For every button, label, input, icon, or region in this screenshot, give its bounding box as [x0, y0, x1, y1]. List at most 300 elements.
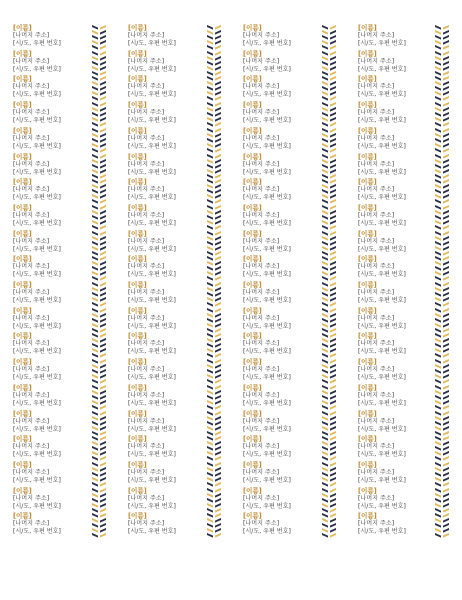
label-name: [이름]	[128, 306, 147, 315]
label-city-zip: [시/도, 우편 번호]	[243, 502, 291, 510]
label-address: [나머지 주소]	[243, 160, 280, 168]
chevron-strip-icon	[205, 384, 223, 410]
label-address: [나머지 주소]	[358, 211, 395, 219]
chevron-strip-icon	[320, 461, 338, 487]
label-address: [나머지 주소]	[128, 186, 165, 194]
chevron-strip-icon	[320, 512, 338, 538]
label-address: [나머지 주소]	[128, 494, 165, 502]
label-city-zip: [시/도, 우편 번호]	[13, 245, 61, 253]
label-name: [이름]	[243, 409, 262, 418]
label-name: [이름]	[13, 24, 32, 32]
label-name: [이름]	[13, 178, 32, 187]
label-name: [이름]	[128, 255, 147, 264]
label-address: [나머지 주소]	[13, 109, 50, 117]
label-name: [이름]	[243, 101, 262, 110]
label-city-zip: [시/도, 우편 번호]	[13, 117, 61, 125]
chevron-strip-icon	[90, 50, 108, 76]
label-city-zip: [시/도, 우편 번호]	[128, 451, 176, 459]
label-city-zip: [시/도, 우편 번호]	[243, 168, 291, 176]
label-address: [나머지 주소]	[243, 468, 280, 476]
label-address: [나머지 주소]	[358, 57, 395, 65]
label-name: [이름]	[243, 306, 262, 315]
label-address: [나머지 주소]	[358, 109, 395, 117]
chevron-strip-icon	[205, 307, 223, 333]
label-name: [이름]	[243, 255, 262, 264]
label-city-zip: [시/도, 우편 번호]	[243, 271, 291, 279]
label-city-zip: [시/도, 우편 번호]	[358, 451, 406, 459]
chevron-strip-icon	[90, 281, 108, 307]
label-city-zip: [시/도, 우편 번호]	[358, 425, 406, 433]
chevron-strip-icon	[320, 50, 338, 76]
label-name: [이름]	[243, 460, 262, 469]
label-address: [나머지 주소]	[358, 340, 395, 348]
chevron-strip-icon	[433, 127, 451, 153]
label-address: [나머지 주소]	[243, 314, 280, 322]
label-name: [이름]	[13, 229, 32, 238]
label-name: [이름]	[358, 178, 377, 187]
label-name: [이름]	[243, 203, 262, 212]
label-address: [나머지 주소]	[243, 32, 280, 39]
label-city-zip: [시/도, 우편 번호]	[13, 168, 61, 176]
label-address: [나머지 주소]	[128, 289, 165, 296]
label-address: [나머지 주소]	[128, 443, 165, 451]
label-city-zip: [시/도, 우편 번호]	[243, 297, 291, 304]
chevron-strip-icon	[205, 281, 223, 307]
label-name: [이름]	[128, 24, 147, 32]
label-city-zip: [시/도, 우편 번호]	[128, 219, 176, 227]
label-name: [이름]	[358, 203, 377, 212]
label-name: [이름]	[243, 152, 262, 161]
label-address: [나머지 주소]	[13, 237, 50, 245]
label-city-zip: [시/도, 우편 번호]	[128, 476, 176, 484]
label-city-zip: [시/도, 우편 번호]	[358, 40, 406, 47]
label-city-zip: [시/도, 우편 번호]	[13, 348, 61, 356]
label-city-zip: [시/도, 우편 번호]	[13, 91, 61, 99]
label-city-zip: [시/도, 우편 번호]	[243, 219, 291, 227]
chevron-strip-icon	[90, 487, 108, 513]
label-city-zip: [시/도, 우편 번호]	[243, 374, 291, 382]
label-address: [나머지 주소]	[128, 211, 165, 219]
label-address: [나머지 주소]	[128, 237, 165, 245]
label-city-zip: [시/도, 우편 번호]	[358, 194, 406, 202]
label-address: [나머지 주소]	[243, 289, 280, 296]
label-city-zip: [시/도, 우편 번호]	[13, 476, 61, 484]
chevron-strip-icon	[320, 384, 338, 410]
label-name: [이름]	[358, 281, 377, 289]
label-name: [이름]	[358, 255, 377, 264]
label-city-zip: [시/도, 우편 번호]	[243, 451, 291, 459]
label-address: [나머지 주소]	[13, 314, 50, 322]
label-address: [나머지 주소]	[128, 468, 165, 476]
label-city-zip: [시/도, 우편 번호]	[128, 528, 176, 536]
label-city-zip: [시/도, 우편 번호]	[128, 168, 176, 176]
label-address: [나머지 주소]	[358, 314, 395, 322]
label-city-zip: [시/도, 우편 번호]	[128, 425, 176, 433]
label-name: [이름]	[13, 306, 32, 315]
chevron-strip-icon	[433, 178, 451, 204]
label-address: [나머지 주소]	[13, 211, 50, 219]
label-address: [나머지 주소]	[13, 263, 50, 271]
label-city-zip: [시/도, 우편 번호]	[13, 65, 61, 73]
chevron-strip-icon	[433, 487, 451, 513]
label-city-zip: [시/도, 우편 번호]	[358, 65, 406, 73]
chevron-strip-icon	[433, 512, 451, 538]
label-city-zip: [시/도, 우편 번호]	[13, 322, 61, 330]
chevron-strip-icon	[320, 24, 338, 50]
chevron-strip-icon	[205, 24, 223, 50]
label-name: [이름]	[13, 383, 32, 392]
chevron-strip-icon	[90, 435, 108, 461]
chevron-strip-icon	[320, 410, 338, 436]
chevron-strip-icon	[205, 487, 223, 513]
label-address: [나머지 주소]	[243, 83, 280, 91]
label-address: [나머지 주소]	[13, 134, 50, 142]
label-name: [이름]	[13, 203, 32, 212]
label-address: [나머지 주소]	[358, 520, 395, 528]
label-city-zip: [시/도, 우편 번호]	[13, 142, 61, 150]
label-address: [나머지 주소]	[13, 32, 50, 39]
label-address: [나머지 주소]	[243, 520, 280, 528]
label-name: [이름]	[358, 306, 377, 315]
label-address: [나머지 주소]	[358, 366, 395, 374]
label-city-zip: [시/도, 우편 번호]	[128, 40, 176, 47]
label-address: [나머지 주소]	[358, 494, 395, 502]
chevron-strip-icon	[90, 461, 108, 487]
label-city-zip: [시/도, 우편 번호]	[358, 476, 406, 484]
label-address: [나머지 주소]	[128, 109, 165, 117]
chevron-strip-icon	[90, 101, 108, 127]
label-city-zip: [시/도, 우편 번호]	[128, 297, 176, 304]
label-name: [이름]	[128, 435, 147, 444]
label-city-zip: [시/도, 우편 번호]	[128, 117, 176, 125]
label-name: [이름]	[358, 75, 377, 84]
label-city-zip: [시/도, 우편 번호]	[358, 142, 406, 150]
label-name: [이름]	[13, 486, 32, 495]
label-address: [나머지 주소]	[243, 211, 280, 219]
label-city-zip: [시/도, 우편 번호]	[243, 142, 291, 150]
label-name: [이름]	[358, 126, 377, 135]
label-address: [나머지 주소]	[13, 57, 50, 65]
label-city-zip: [시/도, 우편 번호]	[128, 65, 176, 73]
label-city-zip: [시/도, 우편 번호]	[358, 502, 406, 510]
label-address: [나머지 주소]	[13, 391, 50, 399]
chevron-strip-icon	[433, 230, 451, 256]
label-city-zip: [시/도, 우편 번호]	[13, 502, 61, 510]
label-address: [나머지 주소]	[128, 366, 165, 374]
label-city-zip: [시/도, 우편 번호]	[128, 142, 176, 150]
label-name: [이름]	[358, 460, 377, 469]
label-name: [이름]	[13, 512, 32, 521]
chevron-strip-icon	[90, 178, 108, 204]
chevron-strip-icon	[205, 410, 223, 436]
label-city-zip: [시/도, 우편 번호]	[358, 117, 406, 125]
label-address: [나머지 주소]	[358, 237, 395, 245]
label-address: [나머지 주소]	[128, 83, 165, 91]
chevron-strip-icon	[320, 204, 338, 230]
label-address: [나머지 주소]	[243, 186, 280, 194]
label-address: [나머지 주소]	[358, 468, 395, 476]
label-city-zip: [시/도, 우편 번호]	[243, 117, 291, 125]
label-name: [이름]	[128, 281, 147, 289]
chevron-strip-icon	[90, 127, 108, 153]
label-name: [이름]	[243, 229, 262, 238]
label-name: [이름]	[13, 152, 32, 161]
label-city-zip: [시/도, 우편 번호]	[128, 399, 176, 407]
chevron-strip-icon	[205, 512, 223, 538]
label-name: [이름]	[243, 281, 262, 289]
label-name: [이름]	[358, 358, 377, 367]
label-city-zip: [시/도, 우편 번호]	[128, 245, 176, 253]
label-city-zip: [시/도, 우편 번호]	[243, 425, 291, 433]
label-address: [나머지 주소]	[243, 494, 280, 502]
label-city-zip: [시/도, 우편 번호]	[13, 425, 61, 433]
chevron-strip-icon	[205, 101, 223, 127]
chevron-strip-icon	[90, 410, 108, 436]
label-address: [나머지 주소]	[128, 134, 165, 142]
label-name: [이름]	[243, 486, 262, 495]
label-address: [나머지 주소]	[128, 160, 165, 168]
chevron-strip-icon	[320, 101, 338, 127]
label-name: [이름]	[358, 101, 377, 110]
label-address: [나머지 주소]	[358, 134, 395, 142]
chevron-strip-icon	[433, 332, 451, 358]
label-address: [나머지 주소]	[243, 391, 280, 399]
label-name: [이름]	[128, 152, 147, 161]
label-name: [이름]	[13, 435, 32, 444]
label-name: [이름]	[243, 512, 262, 521]
chevron-strip-icon	[90, 24, 108, 50]
chevron-strip-icon	[433, 50, 451, 76]
label-name: [이름]	[358, 512, 377, 521]
label-address: [나머지 주소]	[13, 443, 50, 451]
label-city-zip: [시/도, 우편 번호]	[358, 297, 406, 304]
label-name: [이름]	[358, 383, 377, 392]
label-address: [나머지 주소]	[13, 520, 50, 528]
label-address: [나머지 주소]	[128, 417, 165, 425]
chevron-strip-icon	[205, 50, 223, 76]
label-address: [나머지 주소]	[243, 109, 280, 117]
chevron-strip-icon	[90, 332, 108, 358]
label-address: [나머지 주소]	[13, 340, 50, 348]
label-name: [이름]	[128, 126, 147, 135]
label-name: [이름]	[13, 126, 32, 135]
label-address: [나머지 주소]	[243, 340, 280, 348]
label-address: [나머지 주소]	[358, 417, 395, 425]
label-address: [나머지 주소]	[243, 366, 280, 374]
label-city-zip: [시/도, 우편 번호]	[13, 374, 61, 382]
chevron-strip-icon	[90, 153, 108, 179]
label-address: [나머지 주소]	[13, 417, 50, 425]
label-address: [나머지 주소]	[358, 289, 395, 296]
label-city-zip: [시/도, 우편 번호]	[243, 528, 291, 536]
chevron-strip-icon	[205, 178, 223, 204]
label-city-zip: [시/도, 우편 번호]	[13, 399, 61, 407]
label-city-zip: [시/도, 우편 번호]	[13, 40, 61, 47]
chevron-strip-icon	[320, 230, 338, 256]
label-address: [나머지 주소]	[243, 134, 280, 142]
chevron-strip-icon	[205, 127, 223, 153]
chevron-strip-icon	[320, 487, 338, 513]
label-name: [이름]	[128, 75, 147, 84]
label-city-zip: [시/도, 우편 번호]	[358, 348, 406, 356]
chevron-strip-icon	[205, 153, 223, 179]
label-city-zip: [시/도, 우편 번호]	[128, 194, 176, 202]
label-city-zip: [시/도, 우편 번호]	[13, 528, 61, 536]
label-address: [나머지 주소]	[358, 160, 395, 168]
chevron-strip-icon	[90, 512, 108, 538]
chevron-strip-icon	[433, 204, 451, 230]
label-name: [이름]	[243, 49, 262, 58]
label-name: [이름]	[13, 255, 32, 264]
chevron-strip-icon	[90, 75, 108, 101]
label-name: [이름]	[358, 332, 377, 341]
label-address: [나머지 주소]	[13, 366, 50, 374]
label-name: [이름]	[13, 75, 32, 84]
chevron-strip-icon	[90, 358, 108, 384]
label-address: [나머지 주소]	[243, 237, 280, 245]
label-address: [나머지 주소]	[358, 186, 395, 194]
chevron-strip-icon	[320, 307, 338, 333]
label-name: [이름]	[128, 203, 147, 212]
label-city-zip: [시/도, 우편 번호]	[243, 40, 291, 47]
chevron-strip-icon	[433, 307, 451, 333]
label-name: [이름]	[128, 512, 147, 521]
label-address: [나머지 주소]	[128, 57, 165, 65]
label-name: [이름]	[243, 126, 262, 135]
label-city-zip: [시/도, 우편 번호]	[358, 399, 406, 407]
chevron-strip-icon	[205, 358, 223, 384]
label-address: [나머지 주소]	[243, 417, 280, 425]
label-address: [나머지 주소]	[358, 32, 395, 39]
label-name: [이름]	[358, 24, 377, 32]
label-city-zip: [시/도, 우편 번호]	[243, 194, 291, 202]
label-name: [이름]	[243, 358, 262, 367]
chevron-strip-icon	[433, 410, 451, 436]
label-address: [나머지 주소]	[128, 520, 165, 528]
label-address: [나머지 주소]	[13, 468, 50, 476]
label-address: [나머지 주소]	[128, 32, 165, 39]
label-city-zip: [시/도, 우편 번호]	[128, 91, 176, 99]
label-city-zip: [시/도, 우편 번호]	[128, 348, 176, 356]
label-name: [이름]	[358, 409, 377, 418]
label-address: [나머지 주소]	[243, 263, 280, 271]
label-city-zip: [시/도, 우편 번호]	[13, 297, 61, 304]
chevron-strip-icon	[90, 204, 108, 230]
label-address: [나머지 주소]	[358, 391, 395, 399]
chevron-strip-icon	[320, 281, 338, 307]
label-name: [이름]	[128, 460, 147, 469]
chevron-strip-icon	[90, 384, 108, 410]
chevron-strip-icon	[433, 384, 451, 410]
label-name: [이름]	[358, 152, 377, 161]
label-city-zip: [시/도, 우편 번호]	[243, 91, 291, 99]
label-city-zip: [시/도, 우편 번호]	[13, 194, 61, 202]
label-name: [이름]	[128, 409, 147, 418]
chevron-strip-icon	[320, 435, 338, 461]
label-city-zip: [시/도, 우편 번호]	[358, 91, 406, 99]
label-name: [이름]	[128, 383, 147, 392]
label-name: [이름]	[13, 460, 32, 469]
chevron-strip-icon	[90, 255, 108, 281]
label-address: [나머지 주소]	[128, 263, 165, 271]
chevron-strip-icon	[320, 255, 338, 281]
chevron-strip-icon	[205, 204, 223, 230]
label-city-zip: [시/도, 우편 번호]	[358, 219, 406, 227]
label-city-zip: [시/도, 우편 번호]	[358, 528, 406, 536]
label-city-zip: [시/도, 우편 번호]	[358, 168, 406, 176]
chevron-strip-icon	[205, 461, 223, 487]
label-city-zip: [시/도, 우편 번호]	[13, 451, 61, 459]
label-address: [나머지 주소]	[358, 263, 395, 271]
label-city-zip: [시/도, 우편 번호]	[358, 322, 406, 330]
label-city-zip: [시/도, 우편 번호]	[243, 245, 291, 253]
label-name: [이름]	[358, 486, 377, 495]
label-name: [이름]	[13, 358, 32, 367]
label-address: [나머지 주소]	[13, 186, 50, 194]
label-name: [이름]	[13, 281, 32, 289]
label-city-zip: [시/도, 우편 번호]	[243, 476, 291, 484]
label-city-zip: [시/도, 우편 번호]	[358, 271, 406, 279]
label-address: [나머지 주소]	[13, 494, 50, 502]
label-city-zip: [시/도, 우편 번호]	[128, 502, 176, 510]
label-name: [이름]	[13, 49, 32, 58]
label-name: [이름]	[13, 332, 32, 341]
label-city-zip: [시/도, 우편 번호]	[128, 322, 176, 330]
label-name: [이름]	[128, 49, 147, 58]
label-city-zip: [시/도, 우편 번호]	[243, 65, 291, 73]
chevron-strip-icon	[320, 358, 338, 384]
label-address: [나머지 주소]	[13, 83, 50, 91]
label-city-zip: [시/도, 우편 번호]	[128, 374, 176, 382]
chevron-strip-icon	[433, 153, 451, 179]
chevron-strip-icon	[90, 307, 108, 333]
label-address: [나머지 주소]	[243, 443, 280, 451]
label-city-zip: [시/도, 우편 번호]	[243, 399, 291, 407]
label-city-zip: [시/도, 우편 번호]	[128, 271, 176, 279]
label-address: [나머지 주소]	[13, 160, 50, 168]
chevron-strip-icon	[205, 255, 223, 281]
chevron-strip-icon	[205, 230, 223, 256]
label-name: [이름]	[243, 435, 262, 444]
label-name: [이름]	[128, 229, 147, 238]
chevron-strip-icon	[205, 332, 223, 358]
label-name: [이름]	[128, 486, 147, 495]
label-city-zip: [시/도, 우편 번호]	[243, 322, 291, 330]
label-name: [이름]	[13, 101, 32, 110]
chevron-strip-icon	[320, 127, 338, 153]
label-city-zip: [시/도, 우편 번호]	[13, 219, 61, 227]
label-name: [이름]	[13, 409, 32, 418]
chevron-strip-icon	[205, 435, 223, 461]
label-address: [나머지 주소]	[128, 391, 165, 399]
label-name: [이름]	[128, 178, 147, 187]
chevron-strip-icon	[433, 75, 451, 101]
chevron-strip-icon	[90, 230, 108, 256]
label-name: [이름]	[358, 49, 377, 58]
label-name: [이름]	[128, 332, 147, 341]
chevron-strip-icon	[433, 358, 451, 384]
label-name: [이름]	[358, 229, 377, 238]
label-name: [이름]	[243, 178, 262, 187]
chevron-strip-icon	[320, 75, 338, 101]
label-name: [이름]	[243, 383, 262, 392]
label-address: [나머지 주소]	[358, 443, 395, 451]
label-city-zip: [시/도, 우편 번호]	[243, 348, 291, 356]
label-address: [나머지 주소]	[13, 289, 50, 296]
label-city-zip: [시/도, 우편 번호]	[358, 245, 406, 253]
chevron-strip-icon	[433, 101, 451, 127]
label-address: [나머지 주소]	[358, 83, 395, 91]
